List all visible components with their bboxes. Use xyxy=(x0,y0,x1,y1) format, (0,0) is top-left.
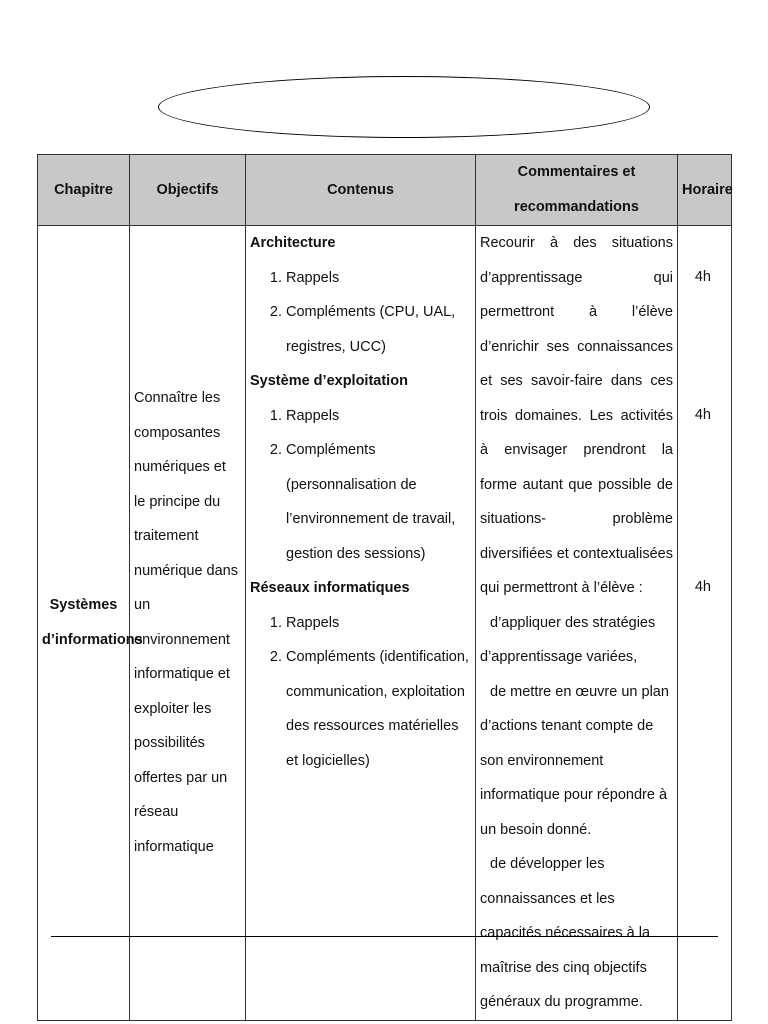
chapitre-line1: Systèmes xyxy=(49,597,118,614)
comment-intro: Recourir à des situations d’apprentissage qui permettront à l’élève d’enrichir ses connaissances et ses savoir-faire dans ces trois domaines. Les activités à envisager prendront la forme autant que possible de situations- problème diversifiées et contextualisées qui permettront à l’élève : xyxy=(480,235,673,596)
list-architecture xyxy=(250,261,471,365)
list-item: 1. Rappels xyxy=(286,261,471,296)
horaire-reseaux: 4h xyxy=(694,579,711,595)
title-oval xyxy=(158,76,650,138)
header-commentaires-line2: recommandations xyxy=(514,199,639,215)
comment-point: de développer les connaissances et les capacités nécessaires à la maîtrise des cinq objectifs généraux du programme. xyxy=(480,856,651,1010)
program-table xyxy=(37,154,732,1021)
cell-objectifs: Connaître les composantes numériques et le principe du traitement numérique dans un environnement informatique et exploiter les possibilités offertes par un réseau informatique xyxy=(130,226,246,1021)
section-title-architecture: Architecture xyxy=(250,235,336,251)
table-header-row xyxy=(38,155,732,226)
list-item: 2. Compléments (identification, communication, exploitation des ressources matérielles et logicielles) xyxy=(286,640,471,778)
bottom-rule xyxy=(51,936,718,937)
list-item: 1. Rappels xyxy=(286,606,471,641)
list-item: 1. Rappels xyxy=(286,399,471,434)
cell-commentaires xyxy=(476,226,678,1021)
horaire-systeme: 4h xyxy=(694,407,711,423)
cell-chapitre xyxy=(38,226,143,1021)
comment-point: d’appliquer des stratégies d’apprentissage variées, xyxy=(480,614,656,665)
list-item: 2. Compléments (personnalisation de l’environnement de travail, gestion des sessions) xyxy=(286,433,471,571)
list-systeme xyxy=(250,399,471,572)
header-contenus: Contenus xyxy=(246,155,476,226)
cell-contenus xyxy=(246,226,476,1021)
horaire-architecture: 4h xyxy=(694,269,711,285)
chapitre-line2: d’informations xyxy=(42,631,143,648)
list-item: 2. Compléments (CPU, UAL, registres, UCC) xyxy=(286,295,471,364)
header-commentaires-line1: Commentaires et xyxy=(517,164,636,180)
comment-point: de mettre en œuvre un plan d’actions tenant compte de son environnement informatique pour répondre à un besoin donné. xyxy=(480,683,669,838)
header-commentaires xyxy=(476,155,678,226)
section-title-reseaux: Réseaux informatiques xyxy=(250,580,410,596)
cell-horaire xyxy=(678,226,732,1021)
header-horaire: Horaire xyxy=(678,155,732,226)
section-title-systeme: Système d’exploitation xyxy=(250,373,408,389)
list-reseaux xyxy=(250,606,471,779)
header-chapitre: Chapitre xyxy=(38,155,130,226)
table-row xyxy=(38,226,732,1021)
header-objectifs: Objectifs xyxy=(130,155,246,226)
